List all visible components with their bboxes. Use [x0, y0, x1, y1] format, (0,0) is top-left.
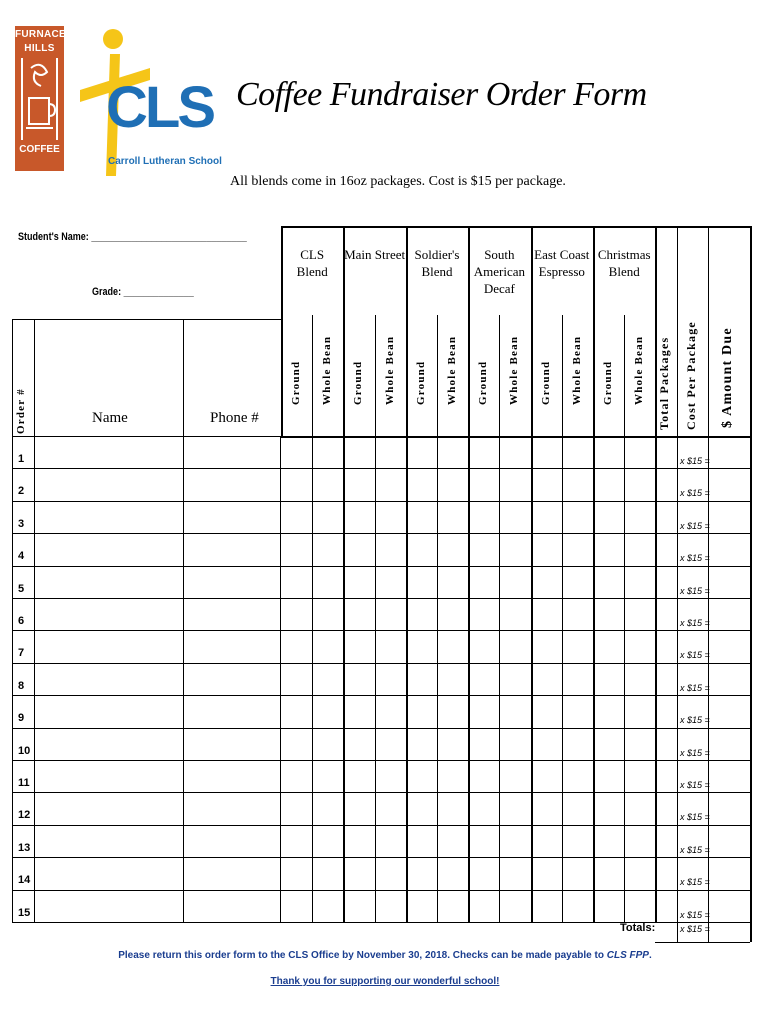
row-number: 8: [18, 679, 25, 692]
row-border: [12, 890, 750, 891]
blend-header-line: Blend: [421, 264, 453, 279]
whole-bean-header: Whole Bean: [321, 335, 334, 405]
row-number: 9: [18, 712, 25, 725]
cls-logo-text: CLS: [106, 75, 213, 140]
form-subtitle: All blends come in 16oz packages. Cost is $15 per package.: [230, 174, 566, 189]
blend-header: [531, 246, 593, 280]
totals-label: Totals:: [620, 922, 656, 934]
table-top-border: [281, 226, 750, 228]
column-border: [183, 319, 184, 922]
whole-bean-header: Whole Bean: [633, 335, 646, 405]
blend-header-line: Main Street: [344, 247, 406, 262]
row-number: 3: [18, 517, 25, 530]
totals-calc: x $15 =: [680, 924, 710, 934]
row-number: 2: [18, 485, 25, 498]
row-border: [12, 857, 750, 858]
row-border: [12, 792, 750, 793]
blend-header: [468, 246, 530, 297]
totals-bottom-border: [655, 942, 750, 943]
column-border: [280, 436, 281, 922]
blend-header-line: American: [473, 264, 526, 279]
blend-header-line: East Coast: [534, 247, 590, 262]
row-border: [12, 760, 750, 761]
cls-school-name: Carroll Lutheran School: [108, 156, 222, 167]
coffee-cup-icon: [21, 58, 58, 140]
row-number: 11: [18, 777, 30, 789]
row-calc: x $15 =: [680, 553, 710, 564]
row-calc: x $15 =: [680, 877, 710, 888]
column-border: [499, 315, 500, 922]
column-border: [312, 315, 313, 922]
row-number: 15: [18, 906, 31, 919]
blend-header-line: CLS: [300, 247, 325, 262]
blend-header: [593, 246, 655, 280]
logo-text-furnace: FURNACE: [15, 29, 66, 40]
payable-to-name: CLS FPP: [606, 950, 649, 961]
ground-header: Ground: [414, 360, 427, 405]
column-border: [593, 226, 595, 922]
row-calc: x $15 =: [680, 780, 710, 790]
row-border: [12, 468, 750, 469]
row-number: 13: [18, 841, 31, 854]
row-border: [12, 825, 750, 826]
row-border: [12, 501, 750, 502]
blend-header-line: Blend: [608, 264, 640, 279]
column-border: [677, 226, 678, 942]
logo-text-coffee: COFFEE: [19, 144, 60, 155]
ground-header: Ground: [477, 360, 490, 405]
name-header-top-border: [12, 319, 281, 320]
whole-bean-header: Whole Bean: [446, 335, 458, 405]
row-border: [12, 598, 750, 599]
row-calc: x $15 =: [680, 488, 710, 499]
row-calc: x $15 =: [680, 682, 710, 693]
whole-bean-header: Whole Bean: [570, 335, 583, 405]
ground-header: Ground: [539, 360, 552, 405]
ground-header: Ground: [602, 360, 614, 405]
row-calc: x $15 =: [680, 812, 710, 823]
row-number: 4: [18, 550, 25, 563]
row-calc: x $15 =: [680, 456, 710, 466]
row-border: [12, 533, 750, 534]
amount-due-header: $ Amount Due: [720, 327, 735, 428]
header-bottom-border: [281, 436, 750, 438]
cost-per-package-header: Cost Per Package: [684, 321, 698, 430]
column-border: [12, 319, 13, 922]
row-border: [12, 630, 750, 631]
furnace-hills-logo: [15, 26, 64, 171]
blend-header-line: Soldier's: [414, 247, 460, 262]
blend-header-line: Espresso: [538, 264, 585, 279]
cls-logo: [80, 28, 222, 176]
row-number: 7: [18, 647, 25, 660]
row-calc: x $15 =: [680, 585, 710, 596]
row-calc: x $15 =: [680, 715, 710, 726]
row-border: [12, 663, 750, 664]
column-border: [468, 226, 470, 922]
ground-header: Ground: [290, 360, 302, 405]
column-border: [406, 226, 408, 922]
column-border: [708, 226, 709, 942]
row-number: 14: [18, 874, 31, 887]
blend-header: [281, 246, 343, 280]
row-calc: x $15 =: [680, 520, 710, 531]
blend-header-line: Decaf: [483, 281, 515, 296]
row-border: [12, 566, 750, 567]
column-border: [437, 315, 438, 922]
row-number: 6: [18, 615, 25, 627]
blend-header: [343, 246, 405, 263]
grade-field[interactable]: Grade: ______________: [92, 286, 194, 298]
phone-header: Phone #: [210, 410, 259, 426]
column-border: [655, 226, 657, 922]
return-instructions-end: .: [648, 950, 652, 961]
thank-you-message: Thank you for supporting our wonderful school!: [270, 976, 500, 987]
row-calc: x $15 =: [680, 909, 710, 920]
whole-bean-header: Whole Bean: [508, 335, 521, 405]
order-number-header: Order #: [15, 388, 27, 434]
row-border: [12, 695, 750, 696]
header-bottom-border-left: [12, 436, 281, 437]
row-number: 10: [18, 744, 31, 757]
whole-bean-header: Whole Bean: [383, 335, 396, 405]
row-border: [12, 728, 750, 729]
column-border: [562, 315, 563, 922]
student-name-field[interactable]: Student's Name: _______________________________: [18, 231, 247, 243]
blend-header-line: Blend: [296, 264, 328, 279]
form-title: Coffee Fundraiser Order Form: [236, 76, 647, 113]
column-border: [375, 315, 376, 922]
return-instructions: [0, 950, 770, 961]
blend-header-line: Christmas: [597, 247, 651, 262]
row-number: 1: [18, 453, 25, 465]
row-number: 12: [18, 809, 31, 822]
row-calc: x $15 =: [680, 844, 710, 855]
table-right-border: [750, 226, 752, 942]
column-border: [531, 226, 533, 922]
column-border: [343, 226, 345, 922]
row-number: 5: [18, 582, 25, 595]
row-calc: x $15 =: [680, 650, 710, 661]
column-border: [624, 315, 625, 922]
blend-header: [406, 246, 468, 280]
logo-text-hills: HILLS: [24, 43, 55, 54]
return-instructions-main: Please return this order form to the CLS Office by November 30, 2018. Checks can be made payable to: [118, 950, 607, 961]
blend-header-line: South: [484, 247, 515, 262]
column-border: [34, 319, 35, 922]
name-header: Name: [92, 410, 128, 426]
total-packages-header: Total Packages: [657, 336, 671, 430]
row-calc: x $15 =: [680, 747, 710, 758]
ground-header: Ground: [352, 360, 365, 405]
row-calc: x $15 =: [680, 618, 710, 628]
